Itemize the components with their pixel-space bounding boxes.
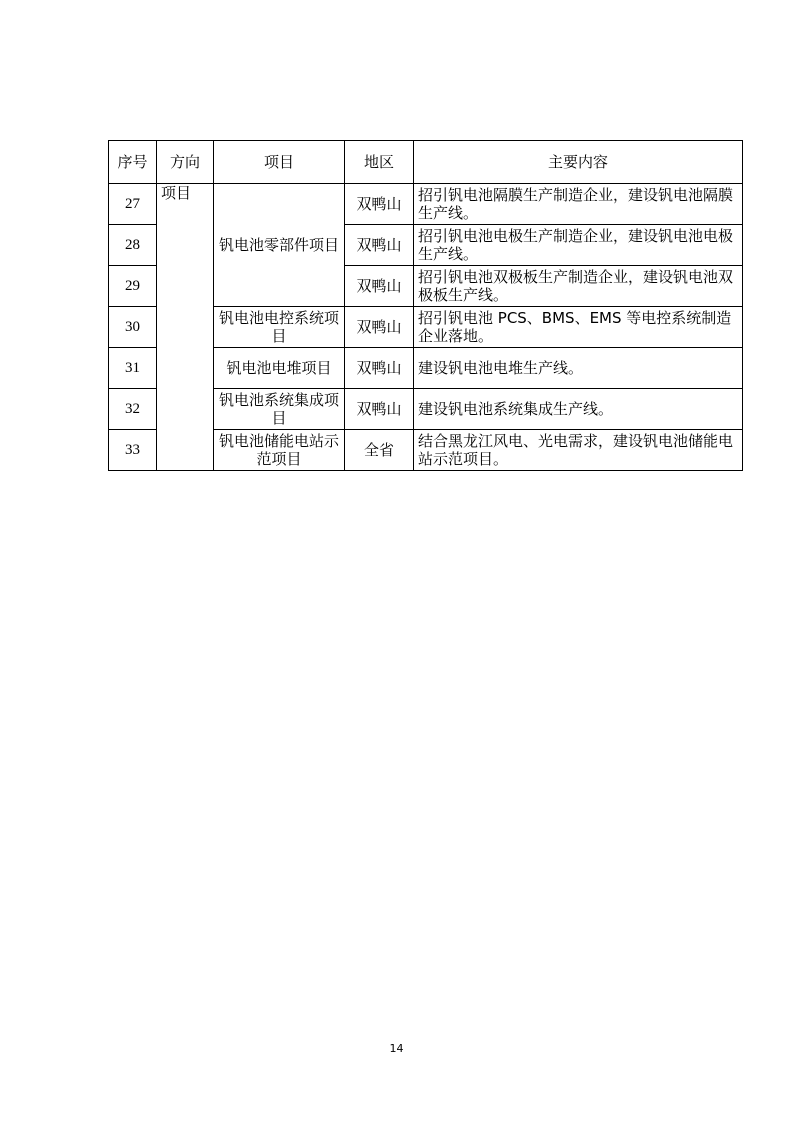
- row-index: 27: [109, 184, 157, 225]
- content-cell: 招引钒电池电极生产制造企业，建设钒电池电极生产线。: [414, 225, 743, 266]
- region-cell: 双鸭山: [345, 184, 414, 225]
- project-table: [108, 140, 743, 471]
- header-content: 主要内容: [414, 141, 743, 184]
- content-cell: 建设钒电池系统集成生产线。: [414, 389, 743, 430]
- header-direction: 方向: [157, 141, 214, 184]
- row-index: 29: [109, 266, 157, 307]
- content-cell: 结合黑龙江风电、光电需求，建设钒电池储能电站示范项目。: [414, 430, 743, 471]
- region-cell: 双鸭山: [345, 348, 414, 389]
- table-row: [109, 184, 743, 225]
- page-number: 14: [389, 1042, 404, 1055]
- content-cell: 招引钒电池隔膜生产制造企业，建设钒电池隔膜生产线。: [414, 184, 743, 225]
- region-cell: 全省: [345, 430, 414, 471]
- project-cell: 钒电池零部件项目: [214, 184, 345, 307]
- content-cell: 招引钒电池 PCS、BMS、EMS 等电控系统制造企业落地。: [414, 307, 743, 348]
- header-region: 地区: [345, 141, 414, 184]
- region-cell: 双鸭山: [345, 225, 414, 266]
- row-index: 33: [109, 430, 157, 471]
- project-cell: 钒电池电堆项目: [214, 348, 345, 389]
- table-header-row: [109, 141, 743, 184]
- content-cell: 招引钒电池双极板生产制造企业，建设钒电池双极板生产线。: [414, 266, 743, 307]
- content-cell: 建设钒电池电堆生产线。: [414, 348, 743, 389]
- project-cell: 钒电池电控系统项目: [214, 307, 345, 348]
- header-project: 项目: [214, 141, 345, 184]
- project-cell: 钒电池储能电站示范项目: [214, 430, 345, 471]
- header-index: 序号: [109, 141, 157, 184]
- row-index: 30: [109, 307, 157, 348]
- region-cell: 双鸭山: [345, 389, 414, 430]
- region-cell: 双鸭山: [345, 307, 414, 348]
- direction-cell: 项目: [157, 184, 214, 471]
- row-index: 31: [109, 348, 157, 389]
- project-cell: 钒电池系统集成项目: [214, 389, 345, 430]
- row-index: 28: [109, 225, 157, 266]
- row-index: 32: [109, 389, 157, 430]
- region-cell: 双鸭山: [345, 266, 414, 307]
